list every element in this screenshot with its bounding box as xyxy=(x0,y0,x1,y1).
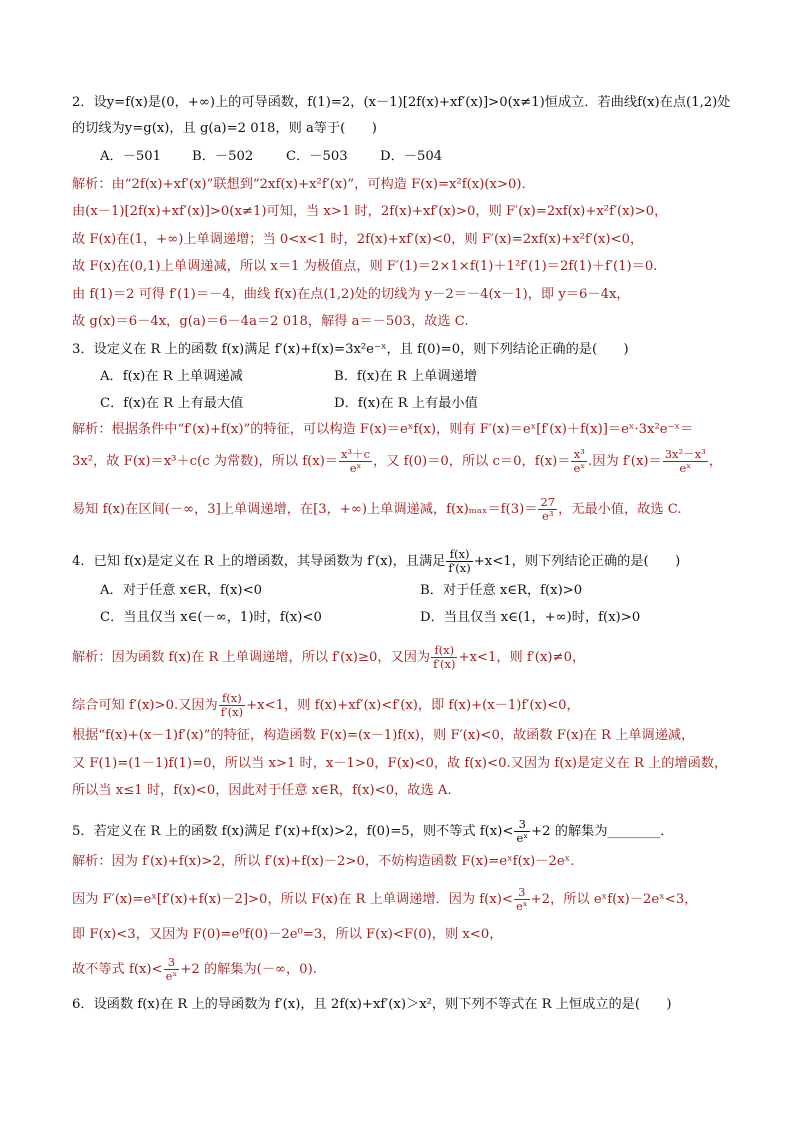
q2-option-b: B．－502 xyxy=(192,149,254,164)
q4-solution-line2 xyxy=(72,692,580,719)
q4-stem-text-b: +x<1，则下列结论正确的是( ) xyxy=(473,554,681,569)
q2-solution-line2: 由(x－1)[2f(x)+xf′(x)]>0(x≠1)可知，当 x>1 时，2f(x)+xf′(x)>0，则 F′(x)=2xf(x)+x²f′(x)>0， xyxy=(72,204,668,219)
fraction-denominator: eˣ xyxy=(679,461,692,475)
q2-solution-line3: 故 F(x)在(1，+∞)上单调递增；当 0<x<1 时，2f(x)+xf′(x)<0，则 F′(x)=2xf(x)+x²f′(x)<0， xyxy=(72,232,644,247)
q3-fraction-fx xyxy=(339,448,372,475)
q2-stem-line2: 的切线为y=g(x)，且 g(a)=2 018，则 a等于( ) xyxy=(72,121,377,136)
q5-solution-line1: 解析：因为 f′(x)+f(x)>2，所以 f′(x)+f(x)－2>0，不妨构造函数 F(x)=eˣf(x)－2eˣ. xyxy=(72,854,575,869)
q5-solution-line3: 即 F(x)<3，又因为 F(0)=e⁰f(0)－2e⁰=3，所以 F(x)<F(0)，则 x<0， xyxy=(72,927,503,942)
q3-option-b: B．f(x)在 R 上单调递增 xyxy=(334,369,477,384)
q3-solution-line2 xyxy=(72,448,722,475)
q6-stem: 6．设函数 f(x)在 R 上的导函数为 f′(x)，且 2f(x)+xf′(x)＞x²，则下列不等式在 R 上恒成立的是( ) xyxy=(72,997,672,1012)
fraction-numerator: 3 xyxy=(514,818,530,832)
q3-option-c: C．f(x)在 R 上有最大值 xyxy=(100,396,244,411)
fraction-numerator: 27 xyxy=(540,495,556,509)
q3-solution-line3-text-a: 易知 f(x)在区间(－∞，3]上单调递增，在[3，+∞)上单调递减，f(x)ₘₐₓ＝f(3)＝ xyxy=(72,502,538,517)
q3-solution-line2-text-c: .因为 f′(x)＝ xyxy=(588,454,662,469)
q4-option-a: A．对于任意 x∈R，f(x)<0 xyxy=(100,583,263,598)
q2-solution-line1: 解析：由“2f(x)+xf′(x)”联想到“2xf(x)+x²f′(x)”，可构造 F(x)=x²f(x)(x>0)． xyxy=(72,177,535,192)
q4-solution-line4: 又 F(1)=(1－1)f(1)=0，所以当 x>1 时，x－1>0，F(x)<0，故 f(x)<0.又因为 f(x)是定义在 R 上的增函数， xyxy=(72,756,728,771)
q3-fraction-max xyxy=(538,496,557,523)
q4-stem xyxy=(72,548,680,575)
fraction-denominator: eˣ xyxy=(515,899,528,913)
q3-solution-line3-text-b: ，无最小值，故选 C. xyxy=(558,502,682,517)
q5-stem-fraction xyxy=(514,818,530,845)
fraction-denominator: eˣ xyxy=(349,461,362,475)
q4-option-d: D．当且仅当 x∈(1，+∞)时，f(x)>0 xyxy=(420,610,641,625)
q4-option-c: C．当且仅当 x∈(－∞，1)时，f(x)<0 xyxy=(100,610,322,625)
q3-fraction-fx-simplified xyxy=(571,448,587,475)
fraction-numerator: x³ xyxy=(571,448,587,462)
q4-solution-line3: 根据“f(x)+(x－1)f′(x)”的特征，构造函数 F(x)=(x－1)f(x)，则 F′(x)<0，故函数 F(x)在 R 上单调递减， xyxy=(72,728,695,743)
q2-option-a: A．－501 xyxy=(100,149,162,164)
q4-solution-line1-text-b: +x<1，则 f′(x)≠0， xyxy=(458,650,586,665)
q4-solution-line2-text-b: +x<1，则 f(x)+xf′(x)<f′(x)，即 f(x)+(x－1)f′(x)<0， xyxy=(246,698,580,713)
fraction-numerator: x³＋c xyxy=(341,447,371,461)
q5-stem-text-b: +2 的解集为________． xyxy=(531,824,674,839)
fraction-denominator: f′(x) xyxy=(448,561,471,575)
q2-option-d: D．－504 xyxy=(380,149,443,164)
q5-solution-line4-text-a: 故不等式 f(x)< xyxy=(72,962,163,977)
q3-solution-line3 xyxy=(72,496,682,523)
q4-stem-fraction xyxy=(446,548,472,575)
q4-solution-line1 xyxy=(72,644,585,671)
q2-option-c: C．－503 xyxy=(286,149,348,164)
q5-solution-line4-text-b: +2 的解集为(－∞，0). xyxy=(180,962,317,977)
q5-solution-line2 xyxy=(72,886,697,913)
fraction-denominator: f′(x) xyxy=(433,657,456,671)
q3-solution-line2-text-b: ，又 f(0)＝0，所以 c＝0，f(x)＝ xyxy=(373,454,571,469)
fraction-numerator: f(x) xyxy=(219,692,245,706)
fraction-numerator: 3x²－x³ xyxy=(664,447,706,461)
q4-solution-line5: 所以当 x≤1 时，f(x)<0，因此对于任意 x∈R，f(x)<0，故选 A. xyxy=(72,783,452,798)
q4-solution-fraction-1 xyxy=(431,644,457,671)
q5-solution-line2-text-a: 因为 F′(x)=eˣ[f′(x)+f(x)－2]>0，所以 F(x)在 R 上单调递增．因为 f(x)< xyxy=(72,892,513,907)
q3-solution-line2-text-a: 3x²，故 F(x)＝x³＋c(c 为常数)，所以 f(x)＝ xyxy=(72,454,339,469)
fraction-denominator: e³ xyxy=(542,509,554,523)
q5-solution-line2-text-b: +2，所以 eˣf(x)－2eˣ<3， xyxy=(530,892,698,907)
fraction-numerator: 3 xyxy=(164,956,180,970)
q2-solution-line4: 故 F(x)在(0,1)上单调递减，所以 x＝1 为极值点，则 F′(1)＝2×1×f(1)＋1²f′(1)＝2f(1)＋f′(1)＝0. xyxy=(72,259,658,274)
q3-solution-line1: 解析：根据条件中“f′(x)+f(x)”的特征，可以构造 F(x)＝eˣf(x)，则有 F′(x)＝eˣ[f′(x)＋f(x)]＝eˣ·3x²e⁻ˣ＝ xyxy=(72,422,694,437)
q3-stem: 3．设定义在 R 上的函数 f(x)满足 f′(x)+f(x)=3x²e⁻ˣ，且 f(0)=0，则下列结论正确的是( ) xyxy=(72,342,629,357)
fraction-numerator: f(x) xyxy=(431,644,457,658)
q3-solution-line2-text-d: ， xyxy=(708,454,722,469)
q3-option-d: D．f(x)在 R 上有最小值 xyxy=(334,396,478,411)
q4-option-b: B．对于任意 x∈R，f(x)>0 xyxy=(420,583,583,598)
fraction-denominator: f′(x) xyxy=(220,705,244,719)
q5-solution-line4 xyxy=(72,956,317,983)
q4-solution-line2-text-a: 综合可知 f′(x)>0.又因为 xyxy=(72,698,218,713)
fraction-denominator: eˣ xyxy=(516,831,529,845)
q4-stem-text-a: 4．已知 f(x)是定义在 R 上的增函数，其导函数为 f′(x)，且满足 xyxy=(72,554,446,569)
q3-option-a: A．f(x)在 R 上单调递减 xyxy=(100,369,243,384)
q4-solution-line1-text-a: 解析：因为函数 f(x)在 R 上单调递增，所以 f′(x)≥0，又因为 xyxy=(72,650,431,665)
q5-solution-fraction-2 xyxy=(164,956,180,983)
q5-stem xyxy=(72,818,673,845)
fraction-denominator: eˣ xyxy=(165,969,178,983)
q5-stem-text-a: 5．若定义在 R 上的函数 f(x)满足 f′(x)+f(x)>2，f(0)=5，则不等式 f(x)< xyxy=(72,824,514,839)
fraction-numerator: 3 xyxy=(514,886,530,900)
q5-solution-fraction-1 xyxy=(514,886,530,913)
q3-fraction-derivative xyxy=(663,448,708,475)
fraction-denominator: eˣ xyxy=(573,461,586,475)
q2-solution-line5: 由 f(1)＝2 可得 f′(1)＝－4，曲线 f(x)在点(1,2)处的切线为 y－2＝－4(x－1)，即 y＝6－4x， xyxy=(72,287,630,302)
q4-solution-fraction-2 xyxy=(219,692,245,719)
q2-stem-line1: 2．设y=f(x)是(0，+∞)上的可导函数，f(1)=2，(x－1)[2f(x)+xf′(x)]>0(x≠1)恒成立．若曲线f(x)在点(1,2)处 xyxy=(72,95,731,110)
fraction-numerator: f(x) xyxy=(446,548,472,562)
q2-solution-line6: 故 g(x)＝6－4x，g(a)＝6－4a＝2 018，解得 a＝－503，故选 C. xyxy=(72,314,469,329)
